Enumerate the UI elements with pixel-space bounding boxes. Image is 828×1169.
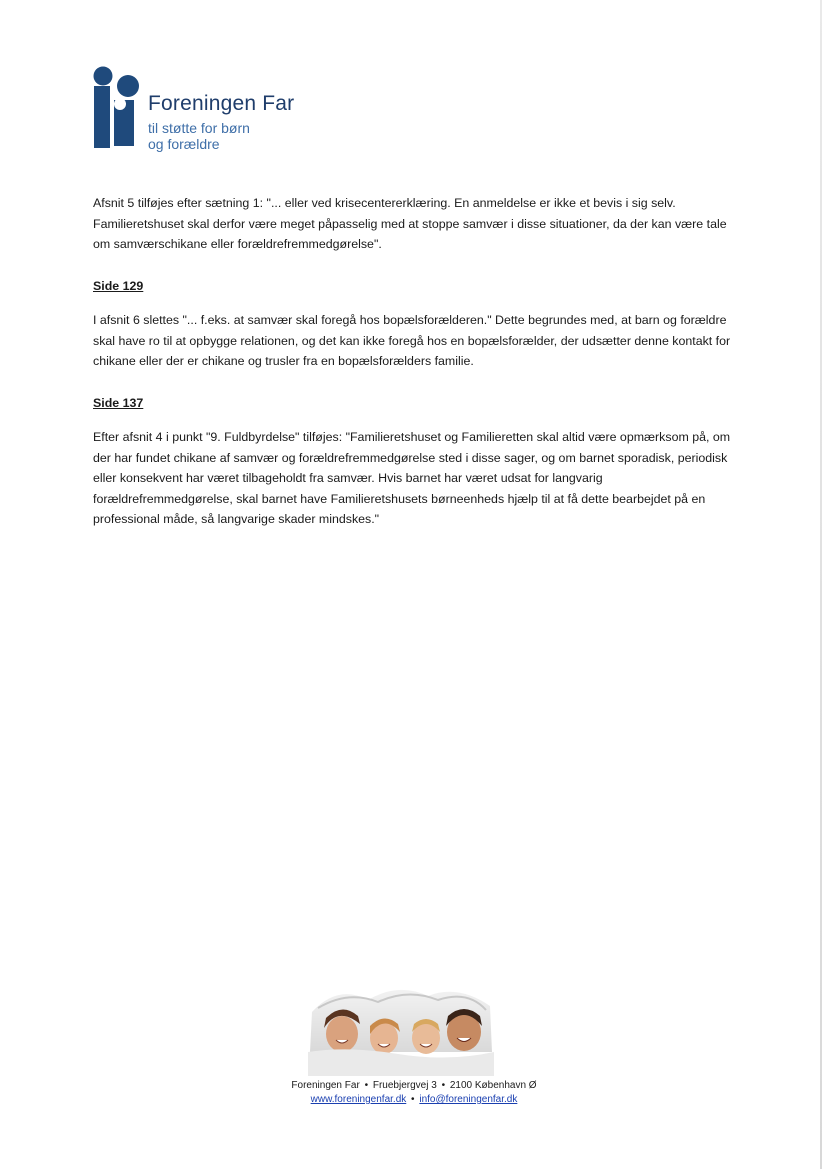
logo-subtitle-line2: og forældre <box>148 136 220 152</box>
website-link[interactable]: www.foreningenfar.dk <box>310 1094 407 1105</box>
logo-subtitle-line1: til støtte for børn <box>148 120 250 136</box>
footer-org: Foreningen Far <box>291 1080 360 1091</box>
page-edge <box>820 0 822 1169</box>
footer-street: Fruebjergvej 3 <box>372 1080 437 1091</box>
paragraph-afsnit-5: Afsnit 5 tilføjes efter sætning 1: "... eller ved krisecentererklæring. En anmeldelse er ikke et bevis i sig selv. Familieretshuset skal derfor være meget påpasselig med at stoppe samvær i disse situationer, da der kan være tale om samværschikane eller forældrefremmedgørelse". <box>93 196 727 251</box>
logo-title: Foreningen Far <box>148 92 295 115</box>
paragraph-side-129: I afsnit 6 slettes "... f.eks. at samvær skal foregå hos bopælsforælderen." Dette begrundes med, at barn og forældre skal have ro til at opbygge relationen, og det kan ikke foregå hos en bopælsforælder, der udsætter denne kontakt for chikane eller der er chikane og trusler fra en bopælsforælders familie. <box>93 313 731 368</box>
email-link[interactable]: info@foreningenfar.dk <box>419 1094 518 1105</box>
section-heading-side-137: Side 137 <box>93 395 144 410</box>
section-heading-side-129: Side 129 <box>93 278 144 293</box>
footer-address <box>0 1080 828 1091</box>
paragraph-side-137: Efter afsnit 4 i punkt "9. Fuldbyrdelse" tilføjes: "Familieretshuset og Familieretten skal altid være opmærksom på, om der har fundet chikane af samvær og forældrefremmedgørelse sted i disse sager, og om barnet sporadisk, periodisk eller konsekvent har været tilbageholdt fra samvær. Hvis barnet har været udsat for langvarig forældrefremmedgørelse, skal barnet have Familieretshusets børneenheds hjælp til at få dette bearbejdet på en professional måde, så langvarige skader mindskes." <box>93 430 731 526</box>
family-photo <box>308 982 494 1076</box>
footer-separator-3: • <box>411 1094 415 1105</box>
footer-separator-2: • <box>441 1080 446 1091</box>
family-logo-icon <box>92 66 146 152</box>
document-body <box>93 193 733 530</box>
footer-links <box>0 1094 828 1105</box>
footer-city: 2100 København Ø <box>449 1080 537 1091</box>
organization-logo <box>92 66 322 156</box>
footer-separator-1: • <box>364 1080 369 1091</box>
